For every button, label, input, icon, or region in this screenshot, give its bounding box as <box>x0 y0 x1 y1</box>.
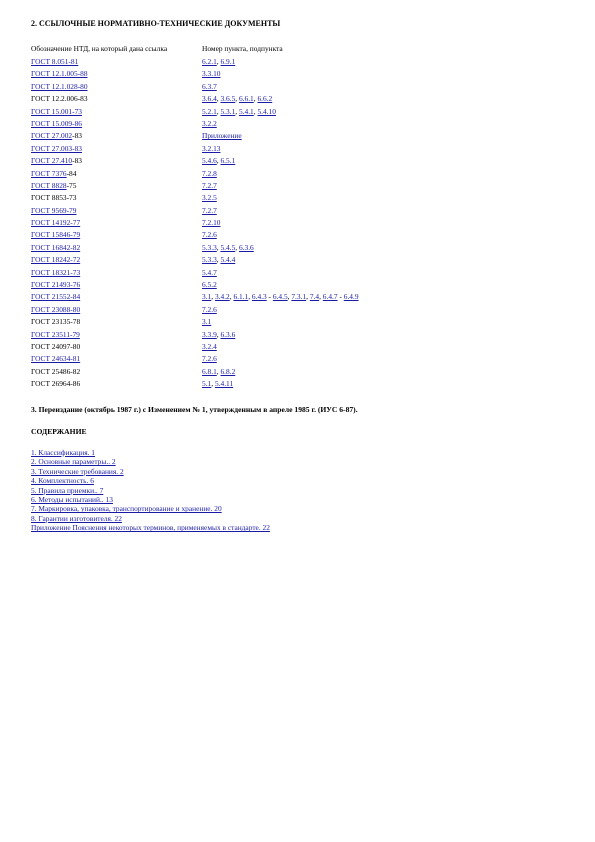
doc-text: ГОСТ 12.2.006-83 <box>31 94 88 104</box>
item-link[interactable]: 7.3.1 <box>291 292 307 302</box>
item-link[interactable]: 3.1 <box>202 317 212 327</box>
item-link[interactable]: 6.4.5 <box>272 292 288 302</box>
table-row <box>31 242 451 254</box>
table-row <box>31 56 451 68</box>
table-row <box>31 205 451 217</box>
doc-link[interactable]: ГОСТ 27.003-83 <box>31 143 82 153</box>
item-link[interactable]: 7.2.10 <box>202 218 221 228</box>
doc-link[interactable]: ГОСТ 23511-79 <box>31 329 80 339</box>
section-title: 2. ССЫЛОЧНЫЕ НОРМАТИВНО-ТЕХНИЧЕСКИЕ ДОКУМЕНТЫ <box>31 19 281 28</box>
doc-link[interactable]: ГОСТ 12.1.005-88 <box>31 69 88 79</box>
item-cell <box>202 205 451 217</box>
item-link[interactable]: Приложение <box>202 131 242 141</box>
item-link[interactable]: 5.4.11 <box>214 379 234 389</box>
doc-link[interactable]: ГОСТ 21493-76 <box>31 280 81 290</box>
item-link[interactable]: 7.4 <box>309 292 320 302</box>
item-text: , <box>253 106 258 116</box>
item-cell <box>202 81 451 93</box>
item-text: - <box>337 292 344 302</box>
item-cell <box>202 130 451 142</box>
item-cell <box>202 56 451 68</box>
doc-cell <box>31 316 202 328</box>
item-text: , <box>235 106 239 116</box>
item-text: , <box>248 292 252 302</box>
table-row <box>31 168 451 180</box>
doc-link[interactable]: ГОСТ 14192-77 <box>31 218 81 228</box>
reissue-note: 3. Переиздание (октябрь 1987 г.) с Изменением № 1, утвержденным в апреле 1985 г. (ИУС 6-87). <box>31 405 358 414</box>
table-row <box>31 291 451 303</box>
item-cell <box>202 192 451 204</box>
doc-text: ГОСТ 23135-78 <box>31 317 81 327</box>
table-row <box>31 118 451 130</box>
item-text: , <box>216 57 221 66</box>
item-link[interactable]: 5.4.7 <box>202 267 217 277</box>
doc-cell <box>31 378 202 390</box>
item-cell <box>202 180 451 192</box>
item-link[interactable]: 6.6.2 <box>257 94 273 104</box>
doc-text: -83 <box>72 156 82 166</box>
item-text: , <box>216 255 221 265</box>
item-link[interactable]: 6.6.1 <box>238 94 254 104</box>
doc-link[interactable]: ГОСТ 8828 <box>31 180 67 190</box>
item-link[interactable]: 6.4.3 <box>251 292 267 302</box>
header-doc: Обозначение НТД, на который дана ссылка <box>31 44 168 53</box>
table-row <box>31 279 451 291</box>
doc-cell <box>31 291 202 303</box>
item-text: , <box>216 329 221 339</box>
item-link[interactable]: 6.3.6 <box>238 242 254 252</box>
item-link[interactable]: 5.2.1 <box>202 106 217 116</box>
item-link[interactable]: 6.9.1 <box>220 57 236 66</box>
item-text: , <box>229 292 234 302</box>
item-link[interactable]: 6.4.9 <box>343 292 359 302</box>
item-link[interactable]: 6.4.7 <box>322 292 338 302</box>
item-link[interactable]: 5.3.3 <box>202 242 217 252</box>
doc-cell <box>31 56 202 68</box>
doc-link[interactable]: ГОСТ 15.009-86 <box>31 118 82 128</box>
doc-cell <box>31 242 202 254</box>
doc-text: ГОСТ 24097-80 <box>31 341 81 351</box>
table-row <box>31 68 451 80</box>
item-link[interactable]: 5.4.4 <box>220 255 236 265</box>
item-link[interactable]: 5.3.3 <box>202 255 217 265</box>
item-link[interactable]: 5.1 <box>202 379 212 389</box>
toc-link[interactable]: Приложение Пояснения некоторых терминов, применяемых в стандарте. 22 <box>31 523 270 533</box>
item-cell <box>202 254 451 266</box>
item-text: , <box>253 94 258 104</box>
item-cell <box>202 341 451 353</box>
item-text: , <box>216 94 221 104</box>
toc-link[interactable]: 7. Маркировка, упаковка, транспортирование и хранение. 20 <box>31 504 222 514</box>
item-link[interactable]: 7.2.7 <box>202 205 217 215</box>
table-row <box>31 229 451 241</box>
item-cell <box>202 366 451 378</box>
item-link[interactable]: 3.3.10 <box>202 69 221 79</box>
item-cell <box>202 267 451 279</box>
item-link[interactable]: 6.1.1 <box>233 292 249 302</box>
table-row <box>31 254 451 266</box>
doc-text: -84 <box>66 168 77 178</box>
item-text: , <box>319 292 323 302</box>
doc-link[interactable]: ГОСТ 27.002 <box>31 131 73 141</box>
doc-cell <box>31 229 202 241</box>
item-cell <box>202 353 451 365</box>
doc-text: ГОСТ 26964-86 <box>31 379 81 389</box>
doc-cell <box>31 366 202 378</box>
table-row <box>31 130 451 142</box>
item-cell <box>202 143 451 155</box>
item-link[interactable]: 7.2.6 <box>202 304 217 314</box>
item-link[interactable]: 6.3.6 <box>220 329 236 339</box>
item-cell <box>202 279 451 291</box>
item-text: - <box>266 292 273 302</box>
table-header <box>31 41 451 56</box>
doc-cell <box>31 81 202 93</box>
item-cell <box>202 229 451 241</box>
item-cell <box>202 93 451 105</box>
doc-link[interactable]: ГОСТ 15.001-73 <box>31 106 82 116</box>
doc-link[interactable]: ГОСТ 9569-79 <box>31 205 77 215</box>
item-link[interactable]: 5.4.1 <box>238 106 254 116</box>
item-link[interactable]: 3.2.4 <box>202 341 217 351</box>
doc-cell <box>31 254 202 266</box>
header-item: Номер пункта, подпункта <box>202 44 283 53</box>
doc-text: -75 <box>66 180 77 190</box>
table-row <box>31 366 451 378</box>
doc-link[interactable]: ГОСТ 24634-81 <box>31 354 81 364</box>
doc-link[interactable]: ГОСТ 18321-73 <box>31 267 81 277</box>
item-link[interactable]: 6.5.2 <box>202 280 217 290</box>
item-cell <box>202 304 451 316</box>
table-row <box>31 93 451 105</box>
doc-cell <box>31 168 202 180</box>
item-text: , <box>235 242 239 252</box>
doc-link[interactable]: ГОСТ 8.051-81 <box>31 57 79 66</box>
table-row <box>31 192 451 204</box>
item-link[interactable]: 5.4.10 <box>257 106 276 116</box>
doc-cell <box>31 93 202 105</box>
item-link[interactable]: 6.8.2 <box>220 366 236 376</box>
table-row <box>31 143 451 155</box>
doc-cell <box>31 68 202 80</box>
references-table <box>31 41 451 391</box>
toc-title: СОДЕРЖАНИЕ <box>31 427 87 436</box>
doc-link[interactable]: ГОСТ 18242-72 <box>31 255 81 265</box>
doc-link[interactable]: ГОСТ 12.1.028-80 <box>31 81 88 91</box>
doc-cell <box>31 341 202 353</box>
item-link[interactable]: 3.3.9 <box>202 329 217 339</box>
item-cell <box>202 155 451 167</box>
table-row <box>31 81 451 93</box>
doc-link[interactable]: ГОСТ 27.410 <box>31 156 73 166</box>
doc-cell <box>31 279 202 291</box>
doc-cell <box>31 267 202 279</box>
item-text: , <box>216 156 221 166</box>
item-link[interactable]: 3.2.13 <box>202 143 221 153</box>
item-link[interactable]: 7.2.6 <box>202 354 217 364</box>
doc-text: ГОСТ 8853-73 <box>31 193 77 203</box>
item-link[interactable]: 6.5.1 <box>220 156 236 166</box>
doc-text: ГОСТ 25486-82 <box>31 366 81 376</box>
doc-cell <box>31 217 202 229</box>
table-row <box>31 378 451 390</box>
table-row <box>31 316 451 328</box>
item-text: , <box>235 94 239 104</box>
table-row <box>31 267 451 279</box>
doc-link[interactable]: ГОСТ 16842-82 <box>31 242 81 252</box>
toc-link[interactable]: 2. Основные параметры.. 2 <box>31 457 116 467</box>
item-cell <box>202 68 451 80</box>
doc-link[interactable]: ГОСТ 15846-79 <box>31 230 81 240</box>
item-link[interactable]: 3.2.2 <box>202 118 217 128</box>
table-row <box>31 106 451 118</box>
doc-cell <box>31 155 202 167</box>
item-text: , <box>216 106 221 116</box>
item-cell <box>202 291 451 303</box>
doc-link[interactable]: ГОСТ 21552-84 <box>31 292 81 302</box>
item-cell <box>202 118 451 130</box>
toc-link[interactable]: 4. Комплектность. 6 <box>31 476 94 486</box>
item-link[interactable]: 7.2.8 <box>202 168 217 178</box>
toc-link[interactable]: 8. Гарантии изготовителя. 22 <box>31 513 122 523</box>
item-text: , <box>306 292 310 302</box>
table-row <box>31 155 451 167</box>
item-link[interactable]: 3.6.5 <box>220 94 236 104</box>
item-text: , <box>211 379 215 389</box>
doc-cell <box>31 329 202 341</box>
item-link[interactable]: 3.2.5 <box>202 193 217 203</box>
toc-link[interactable]: 3. Технические требования. 2 <box>31 466 124 476</box>
item-text: , <box>216 366 221 376</box>
item-cell <box>202 242 451 254</box>
item-link[interactable]: 7.2.6 <box>202 230 217 240</box>
doc-cell <box>31 304 202 316</box>
doc-cell <box>31 205 202 217</box>
item-cell <box>202 378 451 390</box>
table-row <box>31 353 451 365</box>
table-row <box>31 180 451 192</box>
item-link[interactable]: 3.1 <box>202 292 212 302</box>
table-row <box>31 304 451 316</box>
item-link[interactable]: 3.4.2 <box>214 292 230 302</box>
item-link[interactable]: 6.8.1 <box>202 366 217 376</box>
item-link[interactable]: 3.6.4 <box>202 94 217 104</box>
toc-link[interactable]: 6. Методы испытаний.. 13 <box>31 494 113 504</box>
doc-cell <box>31 353 202 365</box>
toc-link[interactable]: 1. Классификация. 1 <box>31 448 96 457</box>
table-row <box>31 341 451 353</box>
doc-text: -83 <box>72 131 82 141</box>
item-link[interactable]: 7.2.7 <box>202 180 217 190</box>
item-text: , <box>211 292 215 302</box>
table-body <box>31 56 451 391</box>
doc-cell <box>31 130 202 142</box>
doc-cell <box>31 180 202 192</box>
item-cell <box>202 168 451 180</box>
item-text: , <box>216 242 221 252</box>
item-cell <box>202 316 451 328</box>
item-cell <box>202 106 451 118</box>
doc-cell <box>31 118 202 130</box>
doc-cell <box>31 106 202 118</box>
item-text: , <box>287 292 292 302</box>
doc-link[interactable]: ГОСТ 7376 <box>31 168 67 178</box>
table-row <box>31 217 451 229</box>
table-row <box>31 329 451 341</box>
item-cell <box>202 329 451 341</box>
item-link[interactable]: 5.3.1 <box>220 106 236 116</box>
item-cell <box>202 217 451 229</box>
table-of-contents <box>31 448 270 533</box>
item-link[interactable]: 5.4.6 <box>202 156 217 166</box>
item-link[interactable]: 6.3.7 <box>202 81 217 91</box>
item-link[interactable]: 5.4.5 <box>220 242 236 252</box>
doc-cell <box>31 192 202 204</box>
item-link[interactable]: 6.2.1 <box>202 57 217 66</box>
doc-cell <box>31 143 202 155</box>
toc-link[interactable]: 5. Правила приемки.. 7 <box>31 485 104 495</box>
doc-link[interactable]: ГОСТ 23088-80 <box>31 304 81 314</box>
